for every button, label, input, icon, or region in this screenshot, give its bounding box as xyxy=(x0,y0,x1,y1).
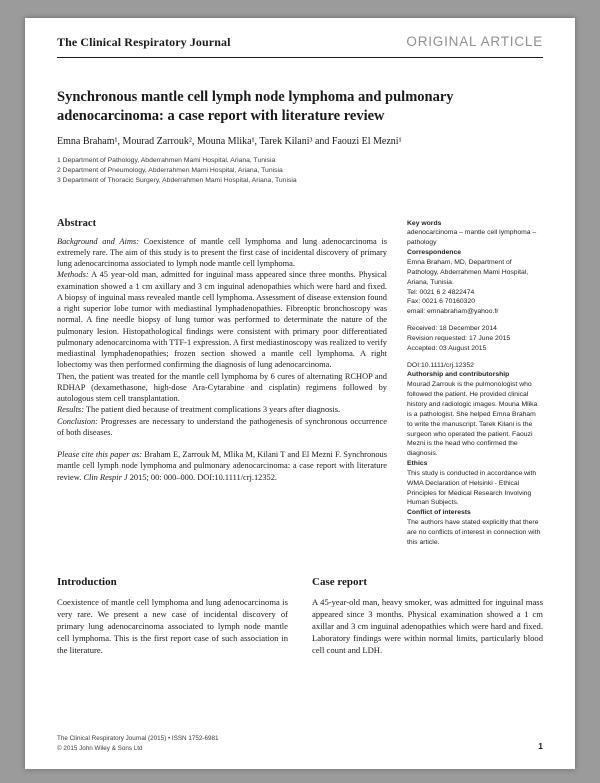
abstract-heading: Abstract xyxy=(57,217,97,229)
citation-text: Braham E, Zarrouk M, Mlika M, Kilani T and El Mezni F. Synchronous mantle cell lymph node lymphoma and pulmonary adenocarcinoma: a case report with literature review. xyxy=(57,450,387,482)
paragraph-text: Then, the patient was treated for the mantle cell lymphoma by 6 cures of alternating RCHOP and RDHAP (dexamethasone, high-dose Ara-Cytarabine and cisplatin) regimens followed by autologous stem cell transplantation. xyxy=(57,371,387,404)
main-columns xyxy=(57,218,543,548)
abstract-paragraph xyxy=(57,371,387,405)
abstract-paragraph xyxy=(57,416,387,439)
received-date: Received: 18 December 2014 xyxy=(407,325,497,333)
page-footer xyxy=(57,710,543,753)
footer-imprint xyxy=(57,734,218,753)
article-type-label: ORIGINAL ARTICLE xyxy=(406,34,543,49)
accepted-date: Accepted: 03 August 2015 xyxy=(407,344,487,352)
paragraph-label: Results: xyxy=(57,405,84,415)
keywords-text: adenocarcinoma – mantle cell lymphoma – pathology xyxy=(407,229,537,247)
affiliation-line: 2 Department of Pneumology, Abderrahmen Mami Hospital, Ariana, Tunisia xyxy=(57,166,283,174)
paragraph-label: Conclusion: xyxy=(57,416,98,426)
correspondence-fax: Fax: 0021 6 70160320 xyxy=(407,298,476,306)
case-report-text: A 45-year-old man, heavy smoker, was admitted for inguinal mass appeared since 3 months. Physical examination showed a 1 cm axillar and 3 cm inguinal adenopathies which were hard and fixed. Laboratory findings were within normal limits, particularly blood cell count and LDH. xyxy=(312,596,543,656)
paragraph-text: A 45 year-old man, admitted for inguinal mass appeared since three months. Physical examination showed a 1 cm axillary and 3 cm inguinal adenopathies which were hard and fixed. A biopsy of inguinal mass revealed mantle cell lymphoma. Assessment of disease extension found a right superior lobe tumor with mediastinal lymphadenopathies. Fibreoptic bronchoscopy was normal. A fine needle biopsy of lung tumor was performed to determinate the nature of the pulmonary lesion. Histopathological findings were consistent with primary poor differentiated pulmonary adenocarcinoma with TTF-1 expression. A first mediastinoscopy was realized to verify mediastinal lymphadenopathies; frozen section showed a mantle cell lymphoma. A right lobectomy was then performed confirming the diagnosis of lung adenocarcinoma. xyxy=(57,270,387,370)
introduction-text: Coexistence of mantle cell lymphoma and lung adenocarcinoma is very rare. We present a new case of incidental discovery of primary lung adenocarcinoma associated to lymph node mantle cell lymphoma. This is the first report case of such association in the literature. xyxy=(57,596,288,656)
page-number: 1 xyxy=(538,741,543,752)
affiliations-block xyxy=(57,156,543,186)
introduction-section xyxy=(57,576,288,657)
body-columns xyxy=(57,576,543,657)
abstract-paragraph xyxy=(57,269,387,370)
correspondence-address: Emna Braham, MD, Department of Pathology, Abderrahmen Mami Hospital, Ariana, Tunisia. xyxy=(407,259,529,286)
citation-journal: Clin Respir J xyxy=(83,472,128,482)
doi-block xyxy=(407,361,543,371)
ethics-heading: Ethics xyxy=(407,460,428,468)
authorship-block xyxy=(407,370,543,459)
paragraph-text: Progresses are necessary to understand the pathogenesis of synchronous occurrence of both diseases. xyxy=(57,416,387,437)
citation-paragraph xyxy=(57,449,387,483)
doi-text: DOI:10.1111/crj.12352 xyxy=(407,361,474,369)
revision-date: Revision requested: 17 June 2015 xyxy=(407,334,511,342)
introduction-heading: Introduction xyxy=(57,575,117,588)
authors-line: Emna Braham¹, Mourad Zarrouk², Mouna Mlika¹, Tarek Kilani³ and Faouzi El Mezni¹ xyxy=(57,136,402,148)
affiliation-line: 1 Department of Pathology, Abderrahmen Mami Hospital, Ariana, Tunisia xyxy=(57,157,276,165)
page-header xyxy=(57,34,543,58)
footer-copyright: © 2015 John Wiley & Sons Ltd xyxy=(57,744,143,752)
paper-title: Synchronous mantle cell lymph node lymphoma and pulmonary adenocarcinoma: a case report with literature review xyxy=(57,89,454,124)
conflict-block xyxy=(407,508,543,547)
conflict-text: The authors have stated explicitly that there are no conflicts of interest in connection with this article. xyxy=(407,519,541,546)
footer-journal-issn: The Clinical Respiratory Journal (2015) • ISSN 1752-6981 xyxy=(57,735,219,743)
affiliation-line: 3 Department of Thoracic Surgery, Abderrahmen Mami Hospital, Ariana, Tunisia xyxy=(57,176,297,184)
keywords-heading: Key words xyxy=(407,219,442,227)
case-report-heading: Case report xyxy=(312,575,368,588)
paper-page xyxy=(25,18,575,769)
correspondence-heading: Correspondence xyxy=(407,249,462,257)
paragraph-label: Background and Aims: xyxy=(57,236,139,246)
paragraph-text: The patient died because of treatment complications 3 years after diagnosis. xyxy=(83,405,341,415)
correspondence-email: email: emnabraham@yahoo.fr xyxy=(407,308,499,316)
authorship-text: Mourad Zarrouk is the pulmonologist who followed the patient. He provided clinical history and radiologic images. Mouna Mlika is a pathologist. She helped Emna Braham to write the manuscript. Tarek Kilani is the surgeon who operated the patient. Faouzi Mezni is the head who confirmed the diagnosis. xyxy=(407,381,538,458)
ethics-block xyxy=(407,459,543,508)
paragraph-text: Coexistence of mantle cell lymphoma and lung adenocarcinoma is extremely rare. The aim of this study is to present the first case of incidental discovery of primary lung adenocarcinoma associated to lymph node mantle cell lymphoma. xyxy=(57,236,388,269)
citation-tail: 2015; 00: 000–000. DOI:10.1111/crj.12352. xyxy=(127,472,277,482)
citation-label: Please cite this paper as: xyxy=(57,450,143,460)
journal-name: The Clinical Respiratory Journal xyxy=(57,35,231,49)
correspondence-tel: Tel: 0021 6 2 4822474 xyxy=(407,288,475,296)
abstract-paragraph xyxy=(57,236,387,270)
conflict-heading: Conflict of interests xyxy=(407,509,471,517)
authorship-heading: Authorship and contributorship xyxy=(407,371,510,379)
abstract-column xyxy=(57,218,387,548)
paragraph-label: Methods: xyxy=(57,270,89,280)
abstract-paragraph xyxy=(57,404,387,415)
correspondence-block xyxy=(407,248,543,317)
ethics-text: This study is conducted in accordance with WMA Declaration of Helsinki - Ethical Principles for Medical Research Involving Human Subjects. xyxy=(407,469,537,507)
case-report-section xyxy=(312,576,543,657)
sidebar-column xyxy=(407,218,543,548)
dates-block xyxy=(407,324,543,354)
keywords-block xyxy=(407,219,543,249)
